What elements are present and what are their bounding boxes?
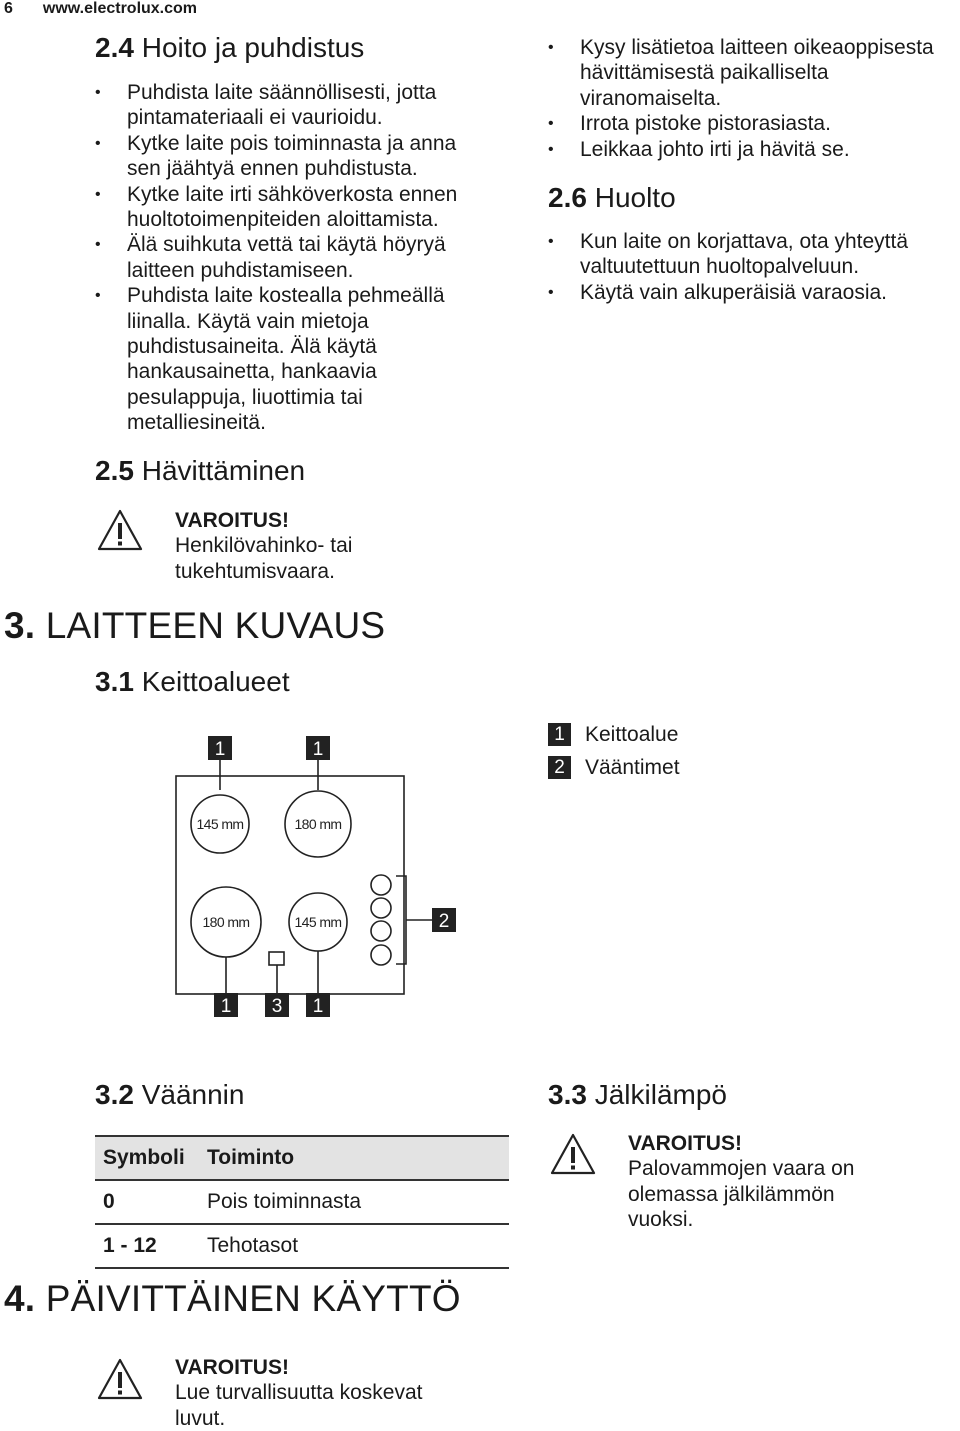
table-row [95,1224,509,1268]
table-header-row [95,1136,509,1180]
warning-title: VAROITUS! [175,509,289,532]
list-item: • Kytke laite irti sähköverkosta ennen huoltotoimenpiteiden aloittamista. [95,182,495,233]
legend-label: Keittoalue [585,723,679,746]
symbol-table [95,1135,509,1269]
legend-number: 1 [548,723,571,746]
section-2-5-heading: 2.5 Hävittäminen [95,455,306,486]
residual-heat-indicator [269,952,284,965]
section-2-4-list [95,80,495,436]
list-item: • Kytke laite pois toiminnasta ja anna sen jäähtyä ennen puhdistusta. [95,131,495,182]
list-item: • Kysy lisätietoa laitteen oikeaoppisesta hävittämisestä paikalliselta viranomaiselta. [548,35,958,111]
diagram-legend [548,718,680,784]
column-header: Toiminto [199,1136,509,1180]
page-number: 6 [4,0,13,17]
list-item: • Kun laite on korjattava, ota yhteyttä valtuutettuun huoltopalveluun. [548,229,958,280]
section-3-1-heading: 3.1 Keittoalueet [95,666,290,697]
list-item: • Käytä vain alkuperäisiä varaosia. [548,280,958,305]
callout-1: 1 [220,996,232,1017]
warning-block-4 [175,1355,422,1431]
section-2-6-heading: 2.6 Huolto [548,182,676,213]
zone-size-label: 180 mm [202,914,250,930]
knob [371,875,391,895]
table-cell: Tehotasot [207,1234,299,1257]
callout-1: 1 [312,739,324,760]
table-cell: Pois toiminnasta [207,1190,362,1213]
section-2-6-list [548,229,958,305]
list-item: • Leikkaa johto irti ja hävitä se. [548,137,958,162]
callout-2: 2 [438,911,450,932]
legend-label: Vääntimet [585,756,680,779]
warning-text: olemassa jälkilämmön [628,1182,835,1206]
callout-1: 1 [312,996,324,1017]
hob-diagram [170,730,470,1030]
legend-item [548,718,680,751]
zone-size-label: 180 mm [294,816,342,832]
knob [371,921,391,941]
table-cell: 1 - 12 [103,1234,157,1257]
list-item: • Puhdista laite säännöllisesti, jotta pintamateriaali ei vaurioidu. [95,80,495,131]
table-row [95,1180,509,1224]
section-3-2-heading: 3.2 Väännin [95,1079,245,1110]
warning-text: luvut. [175,1406,226,1430]
warning-text: Lue turvallisuutta koskevat [175,1381,423,1405]
warning-icon [96,1357,144,1401]
section-3-3-heading: 3.3 Jälkilämpö [548,1079,727,1110]
list-item: • Älä suihkuta vettä tai käytä höyryä laitteen puhdistamiseen. [95,232,495,283]
warning-title: VAROITUS! [628,1132,742,1155]
list-item: • Puhdista laite kostealla pehmeällä liinalla. Käytä vain mietoja puhdistusaineita. Älä käytä hankausainetta, hankaavia pesulappuja, liuottimia tai metalliesineitä. [95,283,495,435]
knob [371,945,391,965]
warning-icon [549,1132,597,1176]
warning-text: Palovammojen vaara on [628,1157,855,1181]
warning-icon [96,508,144,552]
site-url[interactable]: www.electrolux.com [42,0,198,17]
warning-title: VAROITUS! [175,1356,289,1379]
warning-block-2-5 [175,508,352,584]
warning-text: vuoksi. [628,1208,694,1232]
zone-size-label: 145 mm [196,816,244,832]
column-header: Symboli [95,1136,199,1180]
warning-text: Henkilövahinko- tai [175,534,353,558]
section-2-4-heading: 2.4 Hoito ja puhdistus [95,32,365,63]
table-cell: 0 [103,1190,115,1213]
chapter-3-heading: 3. LAITTEEN KUVAUS [4,605,386,646]
legend-item [548,751,680,784]
list-item: • Irrota pistoke pistorasiasta. [548,111,958,136]
legend-number: 2 [548,756,571,779]
warning-block-3-3 [628,1131,854,1233]
hob-outline [176,776,404,994]
warning-text: tukehtumisvaara. [175,559,335,583]
callout-1: 1 [214,739,226,760]
section-2-5-list [548,35,958,162]
chapter-4-heading: 4. PÄIVITTÄINEN KÄYTTÖ [4,1278,461,1319]
callout-3: 3 [271,996,283,1017]
zone-size-label: 145 mm [294,914,342,930]
page-header [4,0,197,18]
knob [371,898,391,918]
